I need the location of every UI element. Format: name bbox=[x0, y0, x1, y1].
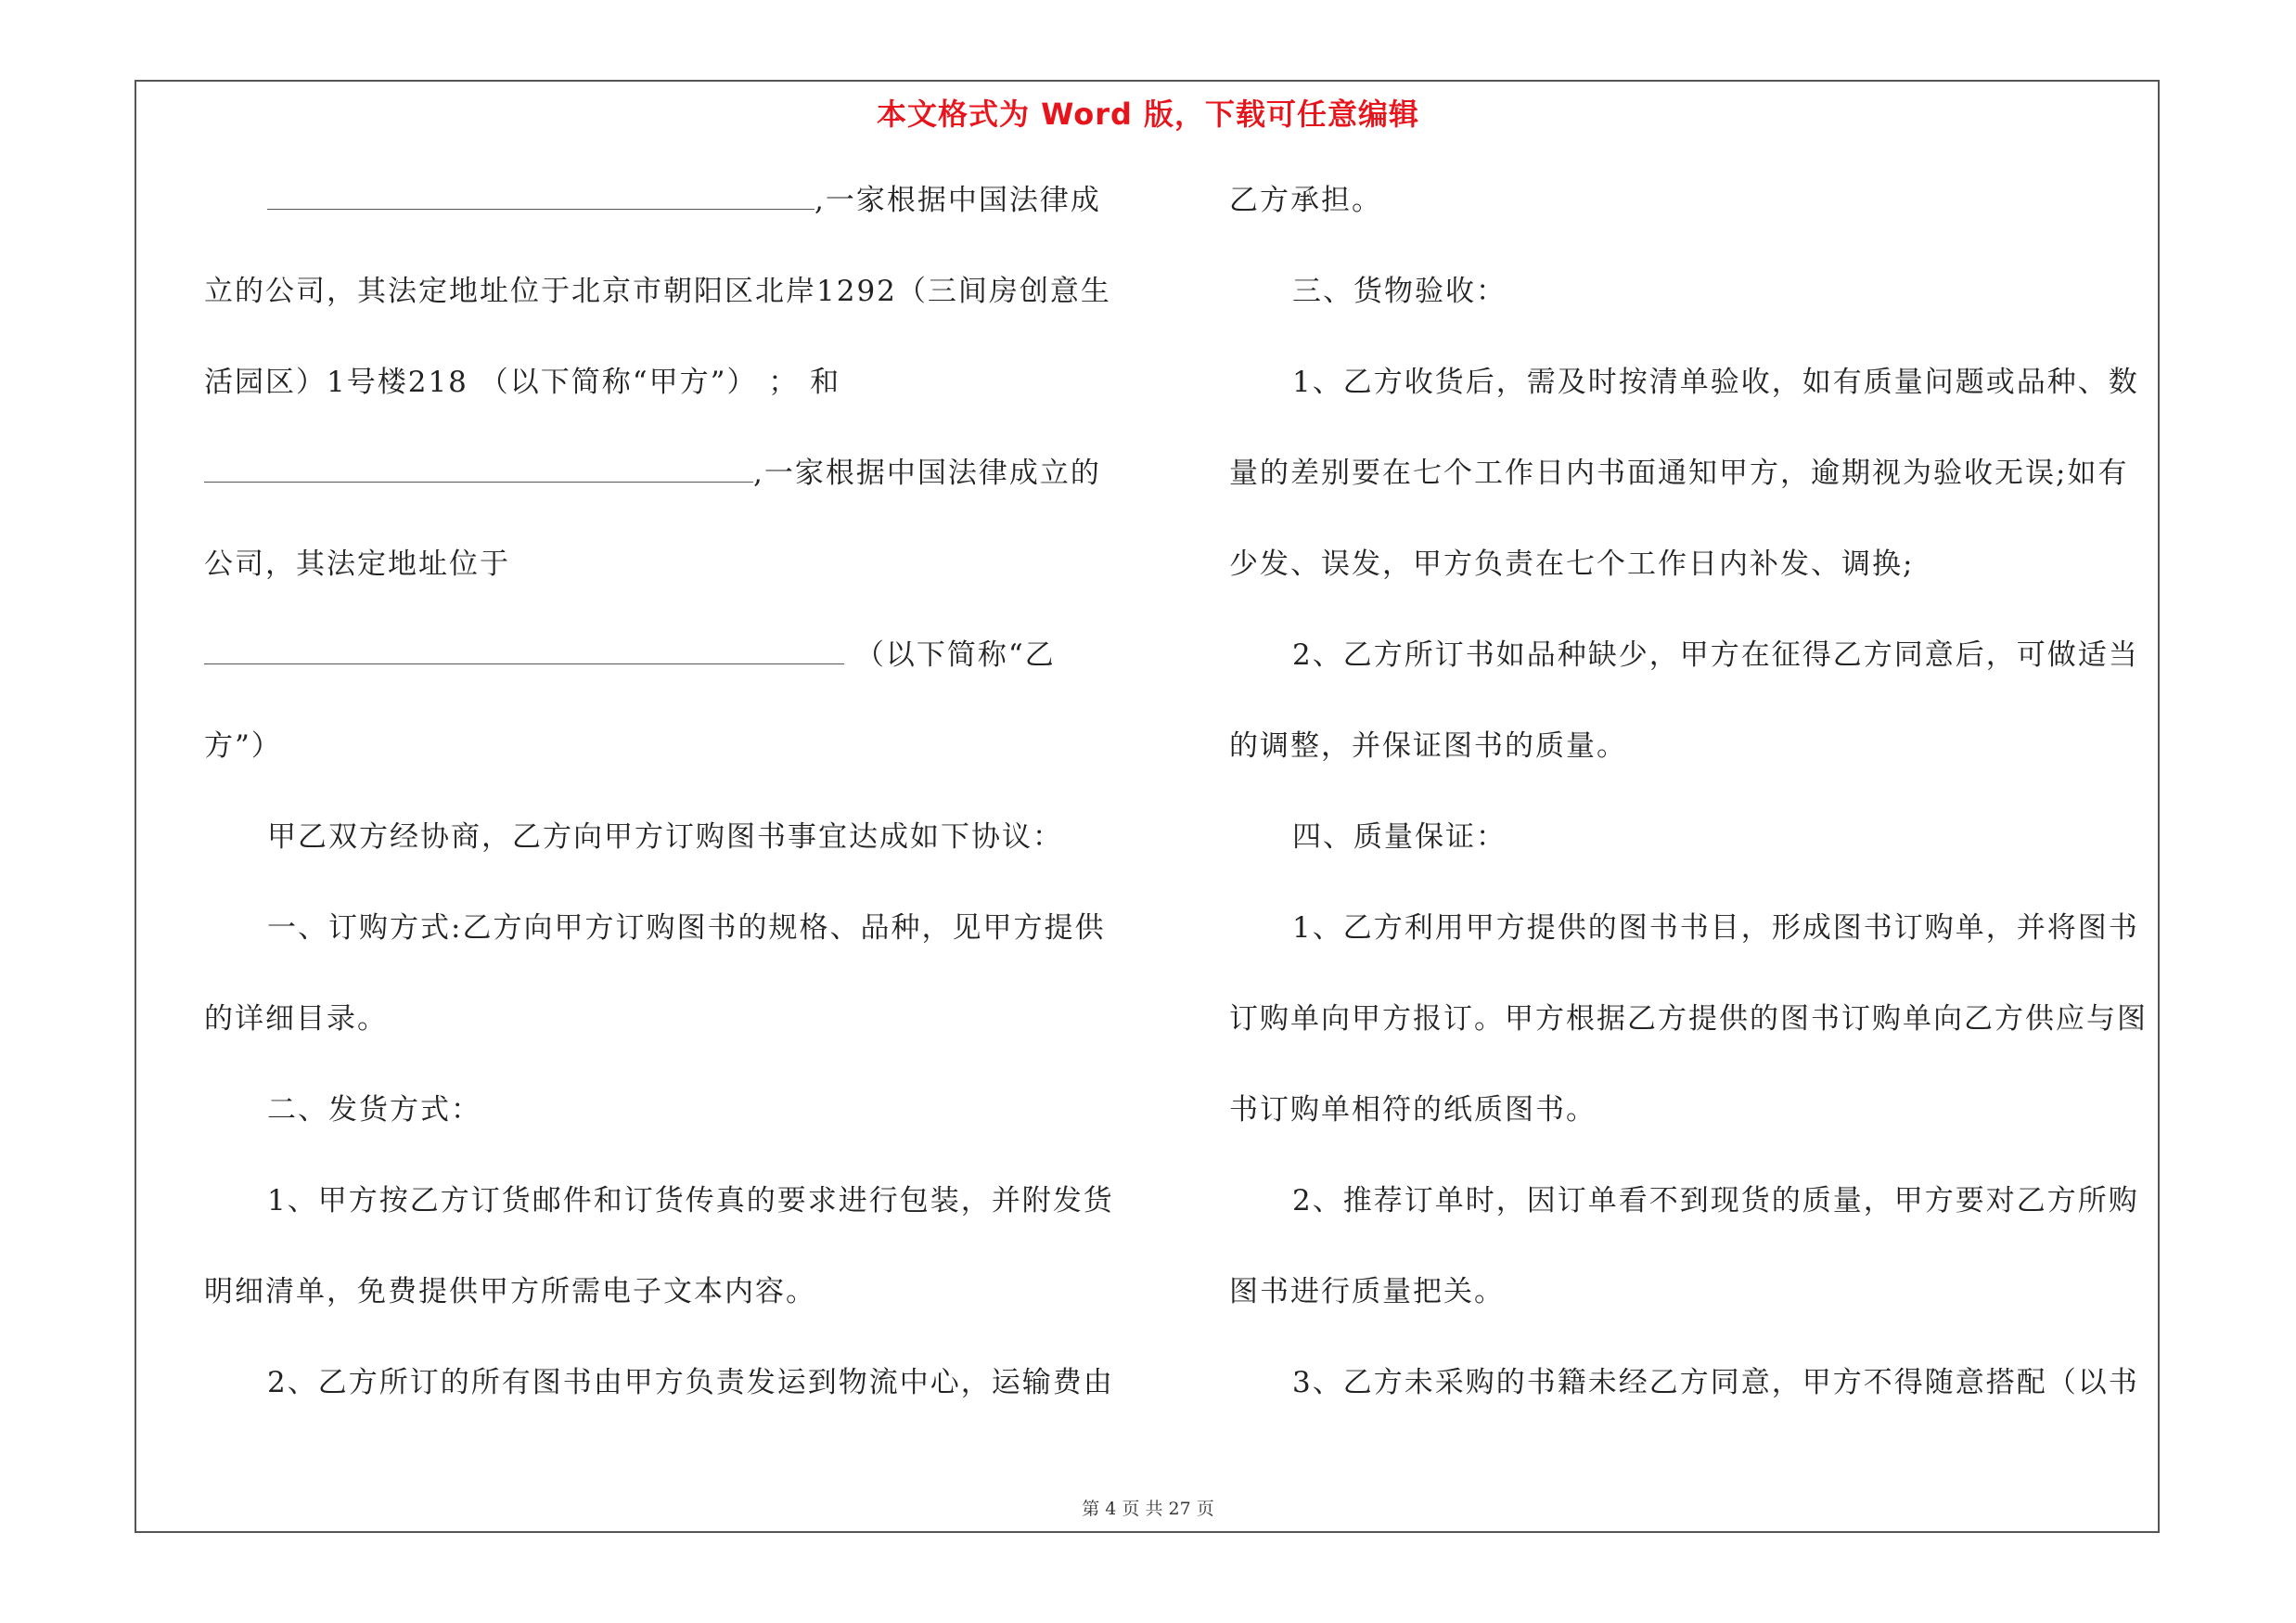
left-column bbox=[204, 182, 1132, 1455]
left-line-7: 方”） bbox=[204, 729, 282, 763]
left-line-14: 2、乙方所订的所有图书由甲方负责发运到物流中心，运输费由 bbox=[267, 1366, 1114, 1399]
blank-party-b-address bbox=[204, 639, 844, 664]
left-line-9: 一、订购方式:乙方向甲方订购图书的规格、品种，见甲方提供 bbox=[267, 911, 1106, 945]
right-line-8: 四、质量保证： bbox=[1292, 820, 1507, 854]
right-line-10: 订购单向甲方报订。甲方根据乙方提供的图书订购单向乙方供应与图 bbox=[1229, 1002, 2148, 1036]
left-line-11: 二、发货方式： bbox=[267, 1093, 481, 1127]
right-line-2: 三、货物验收： bbox=[1292, 275, 1507, 308]
right-line-12: 2、推荐订单时，因订单看不到现货的质量，甲方要对乙方所购 bbox=[1292, 1184, 2139, 1217]
left-line-1 bbox=[204, 182, 1132, 273]
right-line-9: 1、乙方利用甲方提供的图书书目，形成图书订购单，并将图书 bbox=[1292, 911, 2139, 945]
left-line-13: 明细清单，免费提供甲方所需电子文本内容。 bbox=[204, 1275, 816, 1308]
right-line-7: 的调整，并保证图书的质量。 bbox=[1229, 729, 1627, 763]
blank-party-a-name bbox=[267, 185, 815, 210]
left-line-8: 甲乙双方经协商，乙方向甲方订购图书事宜达成如下协议： bbox=[267, 820, 1063, 854]
left-line-6 bbox=[204, 637, 1132, 728]
right-line-5: 少发、误发，甲方负责在七个工作日内补发、调换; bbox=[1229, 547, 1915, 581]
left-line-1-text: ,一家根据中国法律成 bbox=[815, 184, 1101, 217]
left-line-3: 活园区）1号楼218 （以下简称“甲方”） ； 和 bbox=[204, 366, 841, 399]
right-line-14: 3、乙方未采购的书籍未经乙方同意，甲方不得随意搭配（以书 bbox=[1292, 1366, 2139, 1399]
left-line-4-text: ,一家根据中国法律成立的 bbox=[753, 457, 1101, 490]
right-line-1: 乙方承担。 bbox=[1229, 184, 1382, 217]
right-line-6: 2、乙方所订书如品种缺少，甲方在征得乙方同意后，可做适当 bbox=[1292, 638, 2139, 672]
left-line-2: 立的公司，其法定地址位于北京市朝阳区北岸1292（三间房创意生 bbox=[204, 275, 1111, 308]
right-line-3: 1、乙方收货后，需及时按清单验收，如有质量问题或品种、数 bbox=[1292, 366, 2139, 399]
editable-banner: 本文格式为 Word 版，下载可任意编辑 bbox=[876, 97, 1420, 132]
right-line-13: 图书进行质量把关。 bbox=[1229, 1275, 1505, 1308]
left-line-4 bbox=[204, 455, 1132, 546]
right-column bbox=[1229, 182, 2157, 1455]
right-line-11: 书订购单相符的纸质图书。 bbox=[1229, 1093, 1597, 1127]
left-line-10: 的详细目录。 bbox=[204, 1002, 388, 1036]
page-number-footer: 第 4 页 共 27 页 bbox=[1082, 1499, 1214, 1519]
blank-party-b-name bbox=[204, 457, 753, 483]
left-line-5: 公司，其法定地址位于 bbox=[204, 547, 510, 581]
right-line-4: 量的差别要在七个工作日内书面通知甲方，逾期视为验收无误;如有 bbox=[1229, 457, 2129, 490]
left-line-6-text: （以下简称“乙 bbox=[854, 638, 1056, 672]
left-line-12: 1、甲方按乙方订货邮件和订货传真的要求进行包装，并附发货 bbox=[267, 1184, 1114, 1217]
